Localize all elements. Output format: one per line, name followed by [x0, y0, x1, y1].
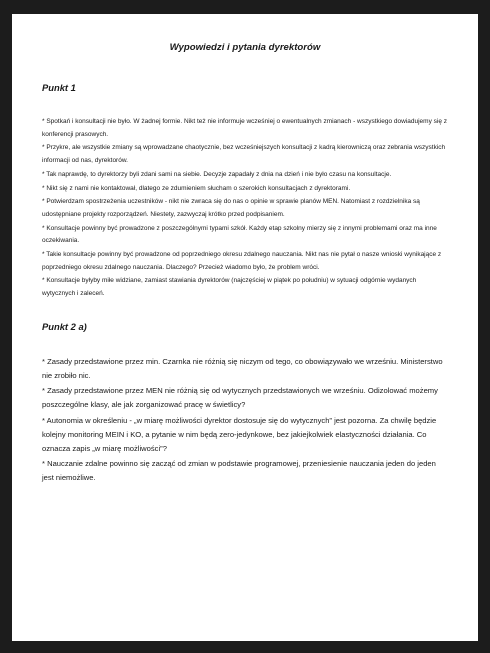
section-heading-punkt-2a: Punkt 2 a)	[42, 320, 87, 332]
list-item	[42, 457, 448, 485]
list-item-text: Przykre, ale wszystkie zmiany są wprowadzane chaotycznie, bez wcześniejszych konsultacji z kadrą kierowniczą oraz zebrania wszystkich informacji od nas, dyrektorów.	[42, 144, 446, 165]
section-2-list	[42, 355, 448, 486]
list-item-text: Spotkań i konsultacji nie było. W żadnej formie. Nikt też nie informuje wcześniej o ewentualnych zmianach - wszystkiego dowiadujemy się z konferencji prasowych.	[42, 118, 447, 138]
list-item	[42, 414, 448, 457]
list-item-text: Zasady przedstawione przez min. Czarnka nie różnią się niczym od tego, co obowiązywało we wrześniu. Ministerstwo nie zrobiło nic.	[42, 356, 443, 381]
document-page	[12, 14, 478, 641]
list-item	[42, 223, 448, 248]
bullet-star: *	[42, 277, 45, 285]
list-item	[42, 116, 448, 141]
document-title: Wypowiedzi i pytania dyrektorów	[169, 42, 321, 53]
list-item	[42, 355, 448, 383]
list-item	[42, 169, 448, 182]
section-1-list	[42, 116, 448, 301]
bullet-star: *	[42, 170, 45, 178]
bullet-star: *	[42, 184, 45, 192]
list-item	[42, 275, 448, 300]
bullet-star: *	[42, 386, 45, 396]
bullet-star: *	[42, 356, 45, 366]
list-item-text: Zasady przedstawione przez MEN nie różnią się od wytycznych przedstawionych we wrześniu. Odizolować możemy poszczególne klasy, ale jak zorganizować pracę w świetlicy?	[42, 386, 438, 410]
list-item-text: Nikt się z nami nie kontaktował, dlatego ze zdumieniem słucham o szerokich konsultacjach z dyrektorami.	[46, 184, 351, 192]
section-heading-punkt-1: Punkt 1	[42, 82, 76, 93]
list-item	[42, 196, 448, 221]
list-item-text: Takie konsultacje powinny być prowadzone od poprzedniego okresu zdalnego nauczania. Nikt nas nie pytał o nasze wnioski wynikające z poprzedniego okresu zdalnego nauczania. Dlaczego? Przecież wiadomo było, że problem wróci.	[42, 251, 442, 271]
list-item-text: Konsultacje powinny być prowadzone z poszczególnymi typami szkół. Każdy etap szkolny mierzy się z innymi problemami oraz ma inne oczekiwania.	[42, 224, 437, 245]
list-item	[42, 142, 448, 167]
list-item-text: Autonomia w określeniu - „w miarę możliwości dyrektor dostosuje się do wytycznych” jest pozorna. Za chwilę będzie kolejny monitoring MEIN i KO, a pytanie w nim będą zero-jedynkowe, bez jakiejkolwiek elastyczności działania. Co oznacza zapis „w miarę możliwości”?	[42, 415, 437, 454]
list-item	[42, 183, 448, 196]
bullet-star: *	[42, 118, 45, 125]
list-item-text: Konsultacje byłyby miłe widziane, zamiast stawiania dyrektorów (najczęściej w piątek po południu) w sytuacji odgórnie wydanych wytycznych i zaleceń.	[42, 277, 417, 298]
list-item-text: Nauczanie zdalne powinno się zacząć od zmian w podstawie programowej, przeniesienie nauczania jeden do jeden jest niemożliwe.	[42, 459, 436, 483]
bullet-star: *	[42, 198, 45, 206]
list-item-text: Potwierdzam spostrzeżenia uczestników - nikt nie zwraca się do nas o opinie w sprawie planów MEN. Natomiast z rozdzielnika są udostępniane projekty rozporządzeń. Niestety, zazwyczaj krótko przed podpisaniem.	[42, 198, 420, 218]
list-item	[42, 384, 448, 412]
bullet-star: *	[42, 144, 45, 152]
bullet-star: *	[42, 459, 45, 469]
list-item	[42, 249, 448, 274]
bullet-star: *	[42, 415, 45, 425]
list-item-text: Tak naprawdę, to dyrektorzy byli zdani sami na siebie. Decyzje zapadały z dnia na dzień i nie było czasu na konsultacje.	[46, 170, 392, 178]
bullet-star: *	[42, 251, 45, 259]
bullet-star: *	[42, 224, 45, 232]
